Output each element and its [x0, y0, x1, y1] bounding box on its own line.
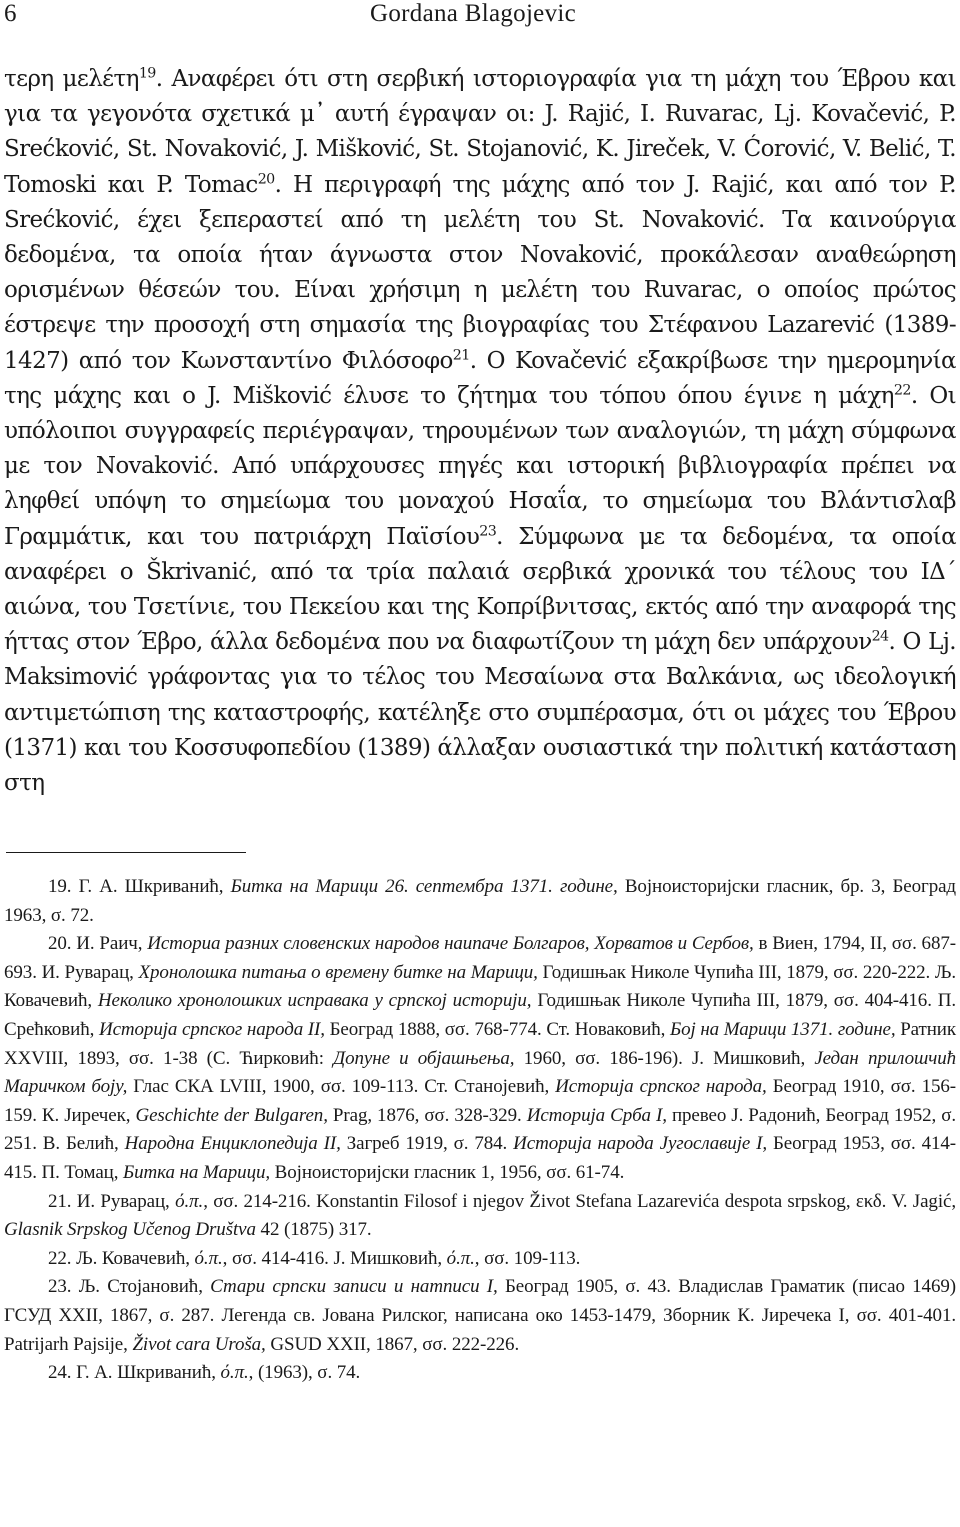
footnote-text: Војноисторијски гласник, бр. 3, Београд 1963, σ. 72. — [4, 876, 956, 926]
footnote-abbrev: ό.π. — [194, 1247, 223, 1269]
footnote-22 — [4, 1245, 956, 1274]
footnote-title: Историа разних словенских народов наипаче Болгаров, Хорватов и Сербов, — [147, 933, 754, 955]
text-run: . Ο Kovačević εξακρίβωσε την ημερομηνία της μάχης και ο J. Mišković έλυσε το ζήτημα του τόπου όπου έγινε η μάχη — [4, 347, 956, 409]
footnote-text: 22. Љ. Ковачевић, — [48, 1247, 195, 1269]
footnote-text: в Виен, 1794, II, σσ. 687-693. И. Руварац, — [4, 933, 956, 983]
page-number: 6 — [4, 0, 17, 27]
footnote-text: , σσ. 414-416. Ј. Мишковић, — [222, 1247, 447, 1269]
footnote-text: Загреб 1919, σ. 784. — [340, 1133, 514, 1155]
footnote-title: Неколико хронолошких исправака у српској историји, — [97, 990, 532, 1012]
footnote-title: Битка на Марици, — [123, 1161, 271, 1183]
footnote-text: превео Ј. Радонић, Београд 1952, σ. 251. В. Белић, — [4, 1104, 957, 1155]
footnote-text: 24. Г. А. Шкриванић, — [48, 1362, 221, 1384]
body-paragraph — [4, 62, 956, 801]
footnote-title: Geschichte der Bulgaren, — [135, 1104, 328, 1126]
footnote-text: , (1963), σ. 74. — [248, 1362, 361, 1384]
footnote-title: Стари српски записи и натписи I, — [210, 1276, 498, 1298]
running-head-author: Gordana Blagojevic — [370, 0, 577, 27]
text-run: . Η περιγραφή της μάχης από τον J. Rajić, και από τον P. Srećković, έχει ξεπεραστεί από τη μελέτη του St. Novaković. Τα καινούργια δεδομένα, τα οποία ήταν άγνωστα στον Novaković, προκάλεσαν αναθεώρηση ορισμένων θέσεών του. Είναι χρήσιμη η μελέτη του Ruvarac, ο οποίος πρώτος έστρεψε την προσοχή στη σημασία της βιογραφίας του Στέφανου Lazarević (1389-1427) από τον Κωνσταντίνο Φιλόσοφο — [4, 171, 956, 374]
footnote-title: Историја Срба I, — [526, 1104, 667, 1126]
footnote-text: Војноисторијски гласник 1, 1956, σσ. 61-74. — [270, 1161, 625, 1183]
footnote-ref-22[interactable]: 22 — [893, 382, 911, 399]
footnote-text: Глас СКА LVIII, 1900, σσ. 109-113. Ст. Станојевић, — [127, 1076, 556, 1098]
footnote-title: Glasnik Srpskog Učenog Društva — [4, 1219, 256, 1241]
footnote-title: Бој на Марици 1371. године, — [669, 1018, 896, 1040]
footnote-title: Историја српског народа II, — [98, 1018, 325, 1040]
footnote-ref-19[interactable]: 19 — [138, 65, 156, 82]
footnote-text: 23. Љ. Стојановић, — [48, 1276, 211, 1298]
text-run: . Οι υπόλοιποι συγγραφείς περιέγραψαν, τηρουμένων των αναλογιών, τη μάχη σύμφωνα με τον Novaković. Από υπάρχουσες πηγές και ιστορική βιβλιογραφία πρέπει να ληφθεί υπόψη το σημείωμα του μοναχού Ησαΐα, το σημείωμα του Βλάντισλαβ Γραμμάτικ, και του πατριάρχη Παϊσίου — [4, 382, 956, 550]
footnote-text: , σσ. 109-113. — [474, 1247, 581, 1269]
footnote-text: Ратник XXVIII, 1893, σσ. 1-38 (С. Ћирковић: — [4, 1018, 956, 1069]
footnote-text: , σσ. 214-216. Konstantin Filosof i njegov Život Stefana Lazarevića despota srpskog, εκδ. V. Jagić, — [203, 1190, 956, 1212]
footnote-text: Београд 1888, σσ. 768-774. Ст. Новаковић, — [324, 1018, 670, 1040]
footnote-text: GSUD XXII, 1867, σσ. 222-226. — [265, 1333, 520, 1355]
footnote-text: 20. И. Раич, — [48, 933, 148, 955]
footnote-title: Један прилошчић Маричком боју, — [4, 1047, 957, 1098]
footnote-separator — [6, 852, 246, 853]
footnotes-section — [4, 873, 956, 1388]
text-run: . Σύμφωνα με τα δεδομένα, τα οποία αναφέρει ο Škrivanić, από τα τρία παλαιά σερβικά χρονικά του τέλους του ΙΔ΄ αιώνα, του Τσετίνιε, του Πεκείου και της Κοπρίβνιτσας, εκτός από την αναφορά της ήττας στον Έβρο, άλλα δεδομένα που να διαφωτίζουν τη μάχη δεν υπάρχουν — [4, 523, 956, 656]
text-run: τερη μελέτη — [4, 66, 139, 92]
footnote-abbrev: ό.π. — [175, 1190, 204, 1212]
footnote-text: Београд 1905, σ. 43. Владислав Граматик (писао 1469) ГСУД XXII, 1867, σ. 287. Легенда св. Јована Рилског, написана око 1453-1479, Зборник К. Јиречека I, σσ. 401-401. Patrijarh Pajsije, — [4, 1276, 956, 1355]
footnote-ref-20[interactable]: 20 — [257, 170, 275, 187]
footnote-20 — [4, 930, 956, 1187]
footnote-23 — [4, 1273, 956, 1359]
footnote-19 — [4, 873, 956, 930]
footnote-text: Београд 1910, σσ. 156-159. К. Јиречек, — [4, 1076, 956, 1126]
footnote-text: Prag, 1876, σσ. 328-329. — [327, 1104, 527, 1126]
footnote-abbrev: ό.π. — [446, 1247, 475, 1269]
text-run: . Αναφέρει ότι στη σερβική ιστοριογραφία για τη μάχη του Έβρου και για τα γεγονότα σχετικά μ᾽ αυτή έγραψαν οι: J. Rajić, I. Ruvarac, Lj. Kovačević, P. Srećković, St. Novaković, J. Mišković, St. Stojanović, K. Jireček, V. Ćorović, V. Belić, T. Tomoski και P. Tomac — [4, 66, 956, 198]
footnote-title: Историја народа Југославије I, — [513, 1133, 768, 1155]
footnote-ref-24[interactable]: 24 — [871, 628, 889, 645]
footnote-title: Народна Енциклопедија II, — [124, 1133, 341, 1155]
page-header — [0, 0, 960, 34]
text-run: . Ο Lj. Maksimović γράφοντας για το τέλος του Μεσαίωνα στα Βαλκάνια, ως ιδεολογική αντιμετώπιση της καταστροφής, κατέληξε στο συμπέρασμα, ότι οι μάχες του Έβρου (1371) και του Κοσσυφοπεδίου (1389) άλλαξαν ουσιαστικά την πολιτική κατάσταση στη — [4, 629, 956, 797]
footnote-title: Допуне и објашњења, — [333, 1047, 515, 1069]
main-text — [4, 62, 956, 801]
footnote-21 — [4, 1188, 956, 1245]
footnote-title: Историја српског народа, — [555, 1076, 767, 1098]
footnote-text: Београд 1953, σσ. 414-415. П. Томац, — [4, 1133, 957, 1183]
footnote-ref-23[interactable]: 23 — [479, 522, 497, 539]
footnote-abbrev: ό.π. — [220, 1362, 249, 1384]
footnote-title: Битка на Марици 26. септембра 1371. године, — [230, 876, 618, 897]
footnote-text: 21. И. Руварац, — [48, 1190, 176, 1212]
footnote-text: Годишњак Николе Чупића III, 1879, σσ. 220-222. Љ. Ковачевић, — [4, 961, 956, 1012]
footnote-text: 19. Г. А. Шкриванић, — [48, 876, 231, 897]
footnote-text: Годишњак Николе Чупића III, 1879, σσ. 404-416. П. Срећковић, — [4, 990, 956, 1040]
footnote-title: Хронолошка питања о времену битке на Марици, — [138, 961, 538, 983]
footnote-ref-21[interactable]: 21 — [452, 346, 470, 363]
footnote-24 — [4, 1359, 956, 1388]
footnote-text: 42 (1875) 317. — [255, 1219, 372, 1241]
footnote-text: 1960, σσ. 186-196). Ј. Мишковић, — [514, 1047, 815, 1069]
footnote-title: Život cara Uroša, — [132, 1333, 266, 1355]
